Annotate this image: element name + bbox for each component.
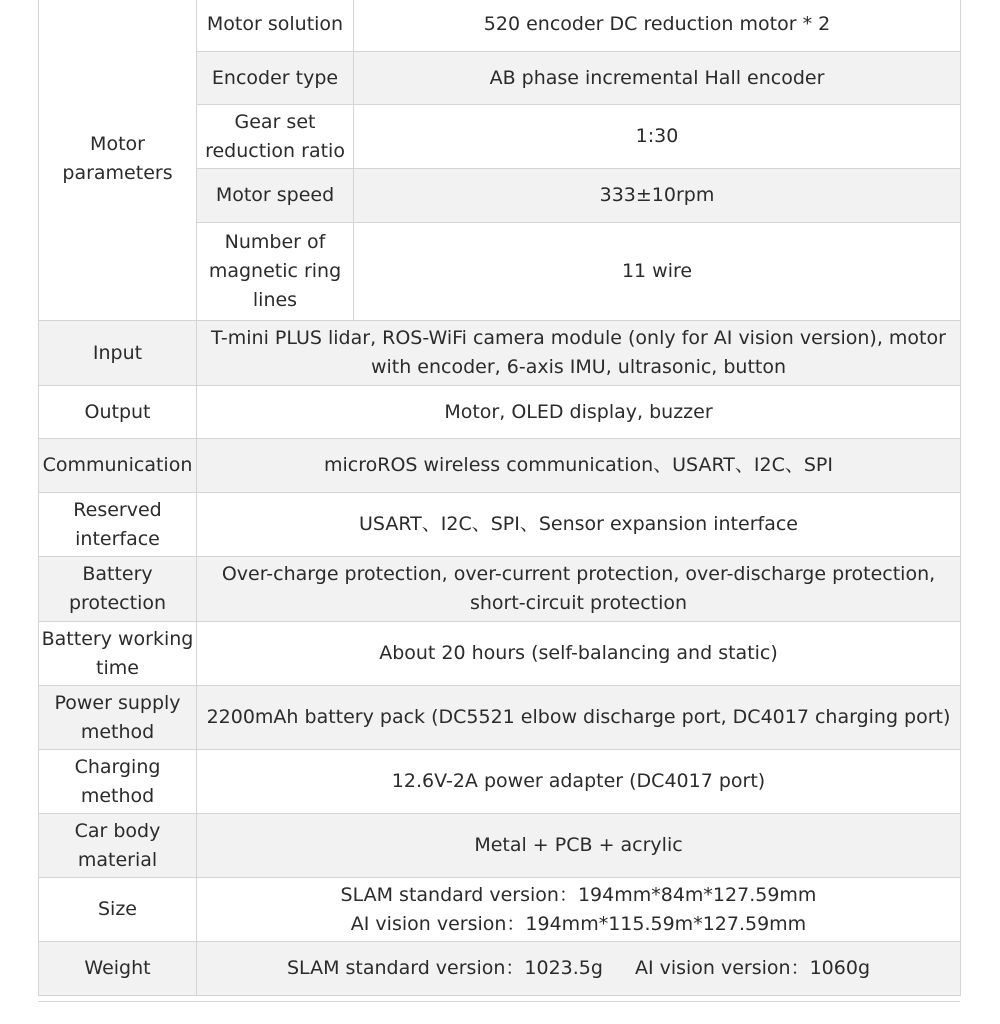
- row-label: Power supply method: [39, 686, 197, 750]
- row-value: 333±10rpm: [354, 169, 961, 223]
- row-value: microROS wireless communication、USART、I2C、SPI: [197, 439, 961, 493]
- row-label: Motor speed: [197, 169, 354, 223]
- table-row: [39, 814, 961, 878]
- row-label: Battery protection: [39, 557, 197, 622]
- row-label: Output: [39, 386, 197, 439]
- row-label: Reserved interface: [39, 493, 197, 557]
- row-label: Input: [39, 321, 197, 386]
- row-label: Communication: [39, 439, 197, 493]
- weight-slam: SLAM standard version：1023.5g: [286, 957, 603, 979]
- row-value: USART、I2C、SPI、Sensor expansion interface: [197, 493, 961, 557]
- table-row: [39, 321, 961, 386]
- row-value: Motor, OLED display, buzzer: [197, 386, 961, 439]
- table-row: [39, 0, 961, 52]
- row-value: T-mini PLUS lidar, ROS-WiFi camera module (only for AI vision version), motor with encoder, 6-axis IMU, ultrasonic, button: [197, 321, 961, 386]
- row-value: 1:30: [354, 105, 961, 169]
- row-label: Gear set reduction ratio: [197, 105, 354, 169]
- row-value: Over-charge protection, over-current protection, over-discharge protection, short-circuit protection: [197, 557, 961, 622]
- weight-label: Weight: [39, 942, 197, 996]
- table-row: [39, 557, 961, 622]
- size-value: [197, 878, 961, 942]
- row-value: AB phase incremental Hall encoder: [354, 52, 961, 105]
- table-row: [39, 686, 961, 750]
- table-row: [39, 386, 961, 439]
- size-ai: AI vision version：194mm*115.59m*127.59mm: [350, 912, 807, 935]
- table-row: [39, 439, 961, 493]
- row-value: 520 encoder DC reduction motor * 2: [354, 0, 961, 52]
- table-row: [39, 750, 961, 814]
- row-label: Motor solution: [197, 0, 354, 52]
- weight-ai: AI vision version：1060g: [634, 957, 871, 979]
- spec-table: [38, 0, 961, 996]
- row-value: 12.6V-2A power adapter (DC4017 port): [197, 750, 961, 814]
- row-label: Number of magnetic ring lines: [197, 223, 354, 321]
- row-label: Encoder type: [197, 52, 354, 105]
- table-row: [39, 942, 961, 996]
- weight-value: [197, 942, 961, 996]
- row-label: Battery working time: [39, 622, 197, 686]
- row-value: About 20 hours (self-balancing and static): [197, 622, 961, 686]
- row-label: Charging method: [39, 750, 197, 814]
- size-slam: SLAM standard version：194mm*84m*127.59mm: [340, 883, 817, 906]
- row-value: 11 wire: [354, 223, 961, 321]
- row-label: Car body material: [39, 814, 197, 878]
- motor-parameters-label: Motor parameters: [39, 0, 197, 321]
- row-value: Metal + PCB + acrylic: [197, 814, 961, 878]
- table-row: [39, 622, 961, 686]
- row-value: 2200mAh battery pack (DC5521 elbow discharge port, DC4017 charging port): [197, 686, 961, 750]
- bottom-divider: [38, 1001, 960, 1002]
- table-row: [39, 878, 961, 942]
- size-label: Size: [39, 878, 197, 942]
- table-row: [39, 493, 961, 557]
